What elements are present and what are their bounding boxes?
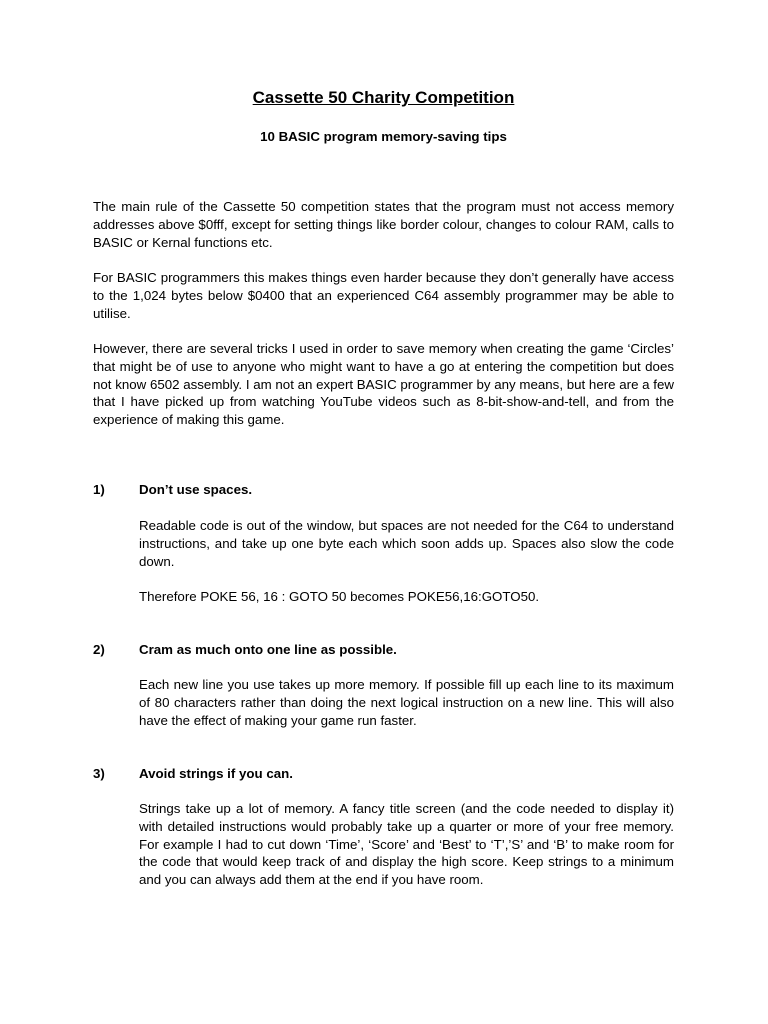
intro-paragraph-3: However, there are several tricks I used in order to save memory when creating the game ‘Circles’ that might be of use to anyone who might want to have a go at entering the competition but does not know 6502 assembly. I am not an expert BASIC programmer by any means, but here are a few that I have picked up from watching YouTube videos such as 8-bit-show-and-tell, and from the experience of making this game.	[93, 341, 674, 428]
tip-2-title: Cram as much onto one line as possible.	[139, 642, 397, 657]
tip-3-heading	[93, 765, 674, 783]
tip-3-title: Avoid strings if you can.	[139, 766, 293, 781]
tip-1-paragraph-1: Readable code is out of the window, but spaces are not needed for the C64 to understand instructions, and take up one byte each which soon adds up. Spaces also slow the code down.	[139, 518, 674, 569]
tip-1-heading	[93, 481, 674, 499]
document-subtitle: 10 BASIC program memory-saving tips	[260, 129, 507, 144]
tip-2-heading	[93, 641, 674, 659]
intro-paragraph-2: For BASIC programmers this makes things even harder because they don’t generally have access to the 1,024 bytes below $0400 that an experienced C64 assembly programmer may be able to utilise.	[93, 270, 674, 321]
tip-3-paragraph-1: Strings take up a lot of memory. A fancy title screen (and the code needed to display it) with detailed instructions would probably take up a quarter or more of your free memory. For example I had to cut down ‘Time’, ‘Score’ and ‘Best’ to ‘T’,’S’ and ‘B’ to make room for the code that would keep track of and display the high score. Keep strings to a minimum and you can always add them at the end if you have room.	[139, 801, 674, 888]
tip-1-number: 1)	[93, 482, 105, 497]
tip-1-title: Don’t use spaces.	[139, 482, 253, 497]
document-title: Cassette 50 Charity Competition	[252, 88, 515, 107]
tip-3-number: 3)	[93, 766, 105, 781]
tip-2-paragraph-1: Each new line you use takes up more memory. If possible fill up each line to its maximum of 80 characters rather than doing the next logical instruction on a new line. This will also have the effect of making your game run faster.	[139, 677, 674, 728]
intro-paragraph-1: The main rule of the Cassette 50 competition states that the program must not access memory addresses above $0fff, except for setting things like border colour, changes to colour RAM, calls to BASIC or Kernal functions etc.	[93, 199, 674, 250]
tip-1-paragraph-2: Therefore POKE 56, 16 : GOTO 50 becomes POKE56,16:GOTO50.	[139, 589, 540, 604]
tip-2-number: 2)	[93, 642, 105, 657]
